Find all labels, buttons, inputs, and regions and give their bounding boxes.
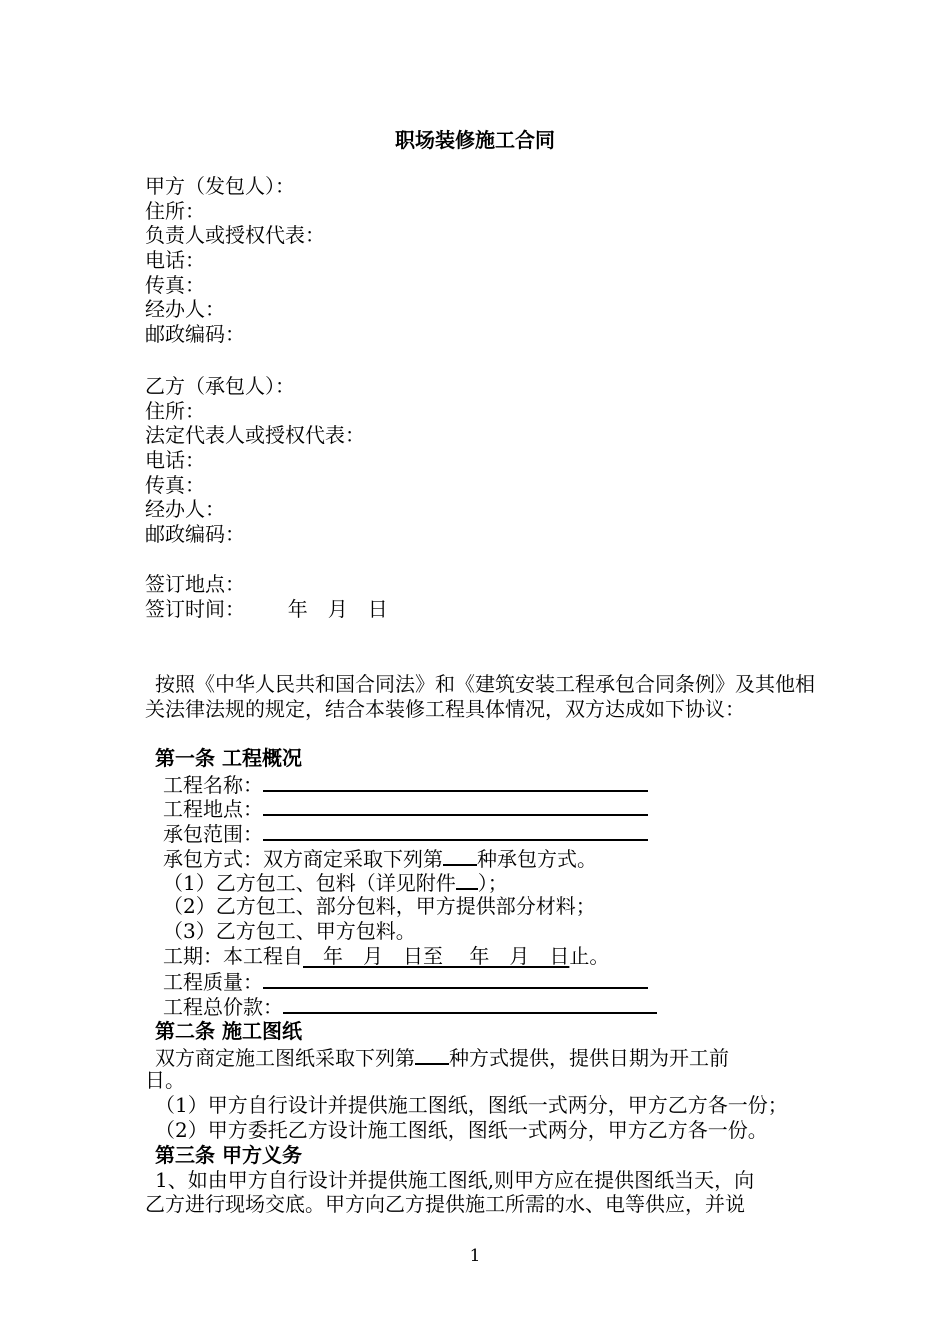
drawing-method-blank — [415, 1044, 449, 1065]
quality-label: 工程质量： — [163, 970, 263, 995]
period-line — [145, 944, 815, 969]
signing-time-label: 签订时间： — [145, 596, 245, 621]
price-blank — [283, 993, 657, 1014]
contract-title: 职场装修施工合同 — [395, 128, 555, 152]
article-2-text-cont: 日。 — [145, 1068, 185, 1093]
contract-method-blank — [443, 845, 477, 866]
project-location-line — [145, 795, 815, 820]
period-dates: 年 月 日至 年 月 日 — [303, 943, 570, 968]
article-2 — [145, 1019, 815, 1142]
party-a-block — [145, 174, 815, 347]
party-b-line: 经办人： — [145, 497, 225, 522]
contract-method-suffix: 种承包方式。 — [477, 846, 597, 871]
party-a-line: 传真： — [145, 272, 205, 297]
party-a-line: 邮政编码： — [145, 322, 245, 347]
article-1-heading: 第一条 工程概况 — [155, 746, 302, 770]
drawing-method-suffix: 种方式提供，提供日期为开工前 — [449, 1045, 729, 1070]
project-name-blank — [263, 771, 648, 792]
party-a-line: 负责人或授权代表： — [145, 223, 325, 248]
drawing-option-1: （1）甲方自行设计并提供施工图纸，图纸一式两分，甲方乙方各一份； — [155, 1093, 788, 1118]
price-label: 工程总价款： — [163, 994, 283, 1019]
intro-paragraph — [145, 672, 815, 721]
drawing-option-2: （2）甲方委托乙方设计施工图纸，图纸一式两分，甲方乙方各一份。 — [155, 1117, 768, 1142]
article-3-heading: 第三条 甲方义务 — [155, 1143, 302, 1167]
party-b-line: 法定代表人或授权代表： — [145, 423, 365, 448]
party-b-line: 电话： — [145, 448, 205, 473]
contract-method-label: 承包方式：双方商定采取下列第 — [163, 846, 443, 871]
quality-blank — [263, 968, 648, 989]
article-2-heading: 第二条 施工图纸 — [155, 1019, 302, 1043]
project-scope-label: 承包范围： — [163, 822, 263, 847]
party-a-line: 经办人： — [145, 297, 225, 322]
project-scope-line — [145, 820, 815, 845]
party-b-line: 传真： — [145, 472, 205, 497]
project-location-blank — [263, 795, 648, 816]
option-1-text: （1）乙方包工、包料（详见附件 — [163, 871, 456, 896]
party-a-line: 甲方（发包人）： — [145, 174, 295, 198]
party-b-line: 住所： — [145, 398, 205, 423]
party-b-line: 邮政编码： — [145, 522, 245, 547]
project-location-label: 工程地点： — [163, 797, 263, 822]
drawing-method-label: 双方商定施工图纸采取下列第 — [155, 1045, 415, 1070]
signing-date: 年 月 日 — [287, 596, 388, 621]
article-3-item-1: 1、如由甲方自行设计并提供施工图纸,则甲方应在提供图纸当天，向 — [155, 1167, 755, 1192]
quality-line — [145, 968, 815, 993]
attachment-blank — [456, 869, 478, 890]
article-3 — [145, 1143, 815, 1217]
signing-block — [145, 572, 815, 621]
option-1-suffix: ）； — [477, 871, 508, 896]
party-b-line: 乙方（承包人）： — [145, 374, 295, 398]
party-a-line: 电话： — [145, 248, 205, 273]
article-2-text-line — [145, 1044, 815, 1069]
page-number: 1 — [469, 1246, 481, 1266]
article-1 — [145, 746, 815, 1018]
party-a-line: 住所： — [145, 198, 205, 223]
option-2-line: （2）乙方包工、部分包料，甲方提供部分材料； — [163, 894, 596, 919]
signing-time-line — [145, 597, 815, 622]
price-line — [145, 993, 815, 1018]
contract-method-line — [145, 845, 815, 870]
option-1-line — [145, 869, 815, 894]
intro-text: 按照《中华人民共和国合同法》和《建筑安装工程承包合同条例》及其他相关法律法规的规定，结合本装修工程具体情况，双方达成如下协议： — [145, 672, 815, 721]
project-scope-blank — [263, 820, 648, 841]
article-3-item-1-cont: 乙方进行现场交底。甲方向乙方提供施工所需的水、电等供应，并说 — [145, 1192, 745, 1217]
project-name-line — [145, 771, 815, 796]
period-label: 工期：本工程自 — [163, 943, 303, 968]
project-name-label: 工程名称： — [163, 772, 263, 797]
party-b-block — [145, 374, 815, 547]
period-suffix: 止。 — [569, 943, 610, 968]
option-3-line: （3）乙方包工、甲方包料。 — [163, 918, 416, 943]
signing-place: 签订地点： — [145, 572, 245, 596]
